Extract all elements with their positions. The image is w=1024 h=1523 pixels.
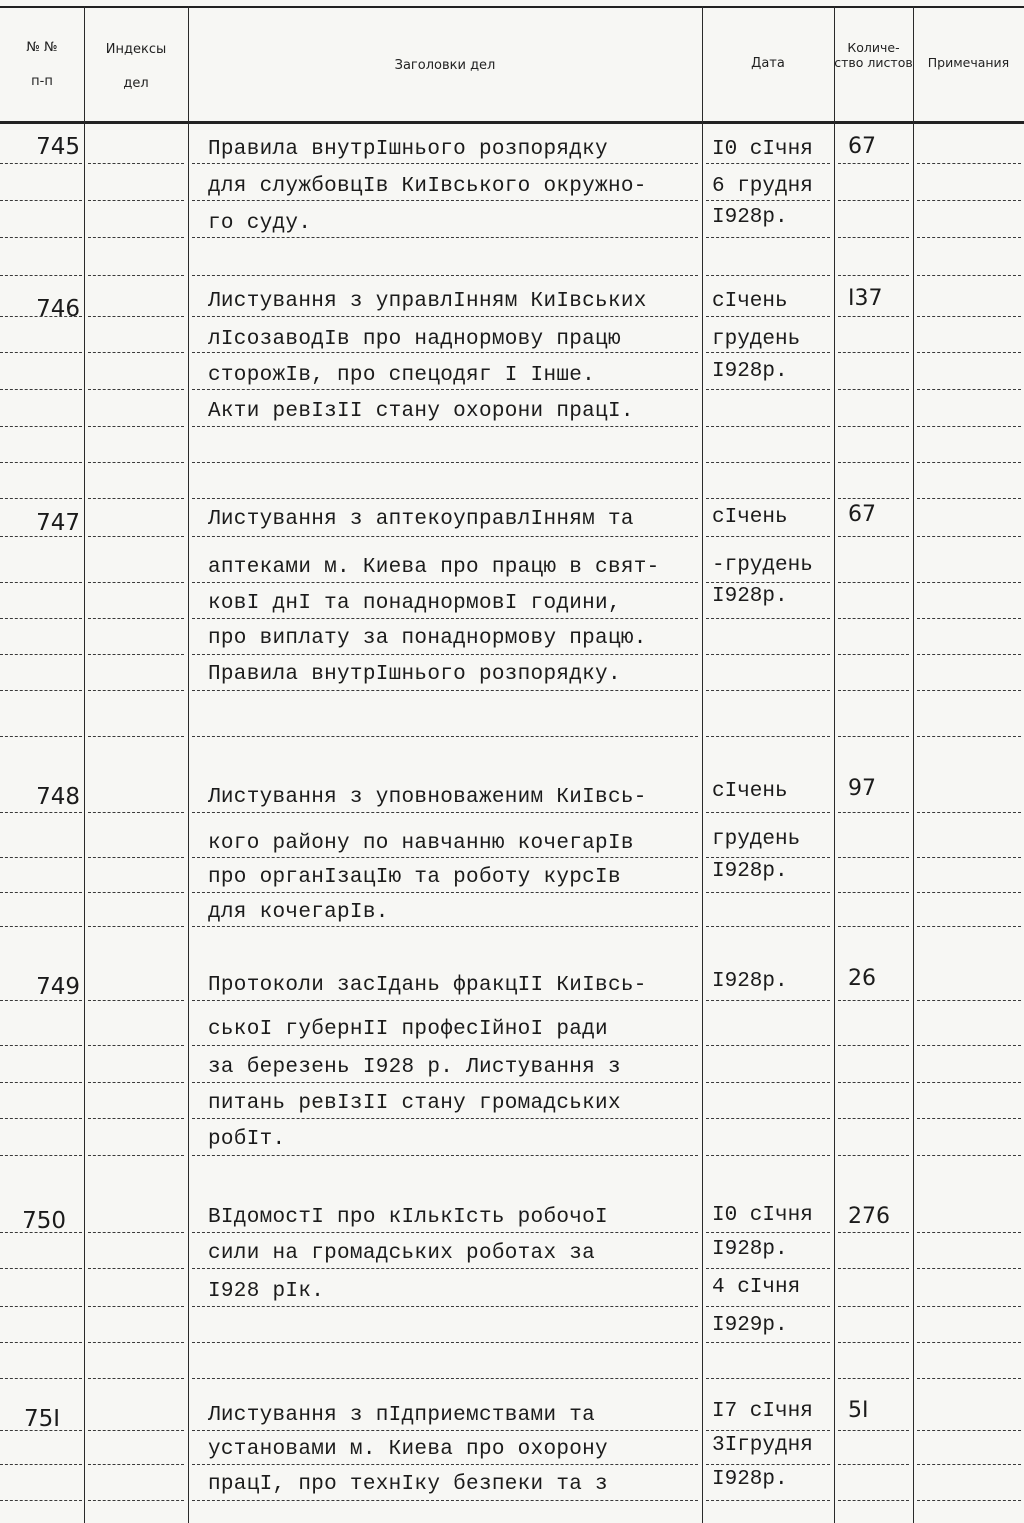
ruled-line <box>88 1268 184 1269</box>
ruled-line <box>192 1000 698 1001</box>
ruled-line <box>917 200 1021 201</box>
ruled-line <box>917 498 1021 499</box>
ruled-line <box>192 1464 698 1465</box>
ruled-line <box>917 736 1021 737</box>
ruled-line <box>88 275 184 276</box>
header-note: Примечания <box>927 55 1010 70</box>
ruled-line <box>88 1306 184 1307</box>
entry-title-line: про виплату за понаднормову працю. <box>208 627 647 650</box>
entry-title-line: аптеками м. Киева про працю в свят- <box>208 556 660 579</box>
ruled-line <box>0 426 82 427</box>
entry-date-line: I0 сIчня <box>712 138 813 161</box>
ruled-line <box>917 1045 1021 1046</box>
ruled-line <box>917 1268 1021 1269</box>
entry-sheet-count: 276 <box>848 1204 890 1229</box>
ruled-line <box>917 1378 1021 1379</box>
ruled-line <box>706 1232 830 1233</box>
ruled-line <box>192 654 698 655</box>
ruled-line <box>917 352 1021 353</box>
ruled-line <box>838 618 909 619</box>
ruled-line <box>192 582 698 583</box>
ruled-line <box>838 1378 909 1379</box>
ruled-line <box>0 582 82 583</box>
header-date: Дата <box>751 56 785 71</box>
entry-title-line: Акти ревIзII стану охорони працI. <box>208 400 634 423</box>
entry-date-line: сIчень <box>712 506 788 529</box>
header-index-line1: Индексы <box>105 42 167 57</box>
ruled-line <box>706 892 830 893</box>
entry-title-line: сторожIв, про спецодяг I Iнше. <box>208 364 596 387</box>
ruled-line <box>917 163 1021 164</box>
ruled-line <box>192 316 698 317</box>
ruled-line <box>838 812 909 813</box>
ruled-line <box>706 690 830 691</box>
ruled-line <box>706 200 830 201</box>
header-index <box>84 42 188 91</box>
ruled-line <box>192 1232 698 1233</box>
ruled-line <box>88 1000 184 1001</box>
ruled-line <box>192 736 698 737</box>
entry-date-line: 6 грудня <box>712 175 813 198</box>
ruled-line <box>88 1342 184 1343</box>
entry-date-line: грудень <box>712 828 801 851</box>
entry-date-line: 3Iгрудня <box>712 1434 813 1457</box>
ruled-line <box>838 200 909 201</box>
ruled-line <box>0 857 82 858</box>
ruled-line <box>706 1306 830 1307</box>
ruled-line <box>706 1464 830 1465</box>
ruled-line <box>706 498 830 499</box>
ruled-line <box>88 316 184 317</box>
ruled-line <box>0 163 82 164</box>
entry-date-line: грудень <box>712 328 801 351</box>
entry-sheet-count: 67 <box>848 502 876 527</box>
ruled-line <box>0 200 82 201</box>
header-number-line1: № № <box>26 40 58 55</box>
ruled-line <box>838 582 909 583</box>
entry-title-line: про органIзацIю та роботу курсIв <box>208 866 621 889</box>
ruled-line <box>0 1118 82 1119</box>
entry-date-line: I0 сIчня <box>712 1204 813 1227</box>
ruled-line <box>838 1306 909 1307</box>
ruled-line <box>0 498 82 499</box>
ruled-line <box>917 1306 1021 1307</box>
column-divider <box>913 6 914 1523</box>
entry-date-line: I928р. <box>712 970 788 993</box>
entry-title-line: Листування з уповноваженим КиIвсь- <box>208 786 647 809</box>
ruled-line <box>88 1430 184 1431</box>
ruled-line <box>917 316 1021 317</box>
ruled-line <box>192 812 698 813</box>
ruled-line <box>838 316 909 317</box>
ruled-line <box>88 462 184 463</box>
ruled-line <box>0 618 82 619</box>
ruled-line <box>917 582 1021 583</box>
entry-date-line: 4 сIчня <box>712 1276 801 1299</box>
ruled-line <box>838 426 909 427</box>
ruled-line <box>0 1342 82 1343</box>
ruled-line <box>88 237 184 238</box>
ruled-line <box>917 389 1021 390</box>
ruled-line <box>192 1268 698 1269</box>
ruled-line <box>192 163 698 164</box>
ruled-line <box>88 163 184 164</box>
ruled-line <box>917 1232 1021 1233</box>
ruled-line <box>192 352 698 353</box>
ruled-line <box>706 857 830 858</box>
ruled-line <box>0 237 82 238</box>
ruled-line <box>706 1268 830 1269</box>
ruled-line <box>838 237 909 238</box>
ruled-line <box>706 426 830 427</box>
ruled-line <box>838 1082 909 1083</box>
entry-number: 749 <box>36 974 80 1000</box>
ruled-line <box>192 200 698 201</box>
header-count: Количе-ство листов <box>834 40 913 70</box>
ruled-line <box>706 352 830 353</box>
ruled-line <box>706 462 830 463</box>
ruled-line <box>838 163 909 164</box>
column-divider <box>702 6 703 1523</box>
column-divider <box>188 6 189 1523</box>
entry-title-line: сили на громадських роботах за <box>208 1242 596 1265</box>
ruled-line <box>706 163 830 164</box>
ruled-line <box>838 736 909 737</box>
ruled-line <box>192 892 698 893</box>
entry-date-line: I928р. <box>712 206 788 229</box>
ruled-line <box>706 926 830 927</box>
ruled-line <box>192 1118 698 1119</box>
ruled-line <box>838 1118 909 1119</box>
ruled-line <box>917 536 1021 537</box>
header-number <box>0 40 84 89</box>
ruled-line <box>706 1155 830 1156</box>
entry-sheet-count: 5I <box>848 1398 869 1423</box>
ruled-line <box>0 1268 82 1269</box>
ruled-line <box>917 1500 1021 1501</box>
ruled-line <box>917 926 1021 927</box>
entry-sheet-count: 97 <box>848 776 876 801</box>
ruled-line <box>0 926 82 927</box>
ruled-line <box>0 1378 82 1379</box>
ruled-line <box>838 1155 909 1156</box>
ruled-line <box>0 1464 82 1465</box>
ruled-line <box>917 618 1021 619</box>
ruled-line <box>706 275 830 276</box>
header-title: Заголовки дел <box>394 58 496 73</box>
ruled-line <box>838 892 909 893</box>
ruled-line <box>88 618 184 619</box>
ruled-line <box>192 1430 698 1431</box>
ruled-line <box>706 1430 830 1431</box>
ruled-line <box>88 200 184 201</box>
entry-title-line: I928 рIк. <box>208 1280 325 1303</box>
entry-title-line: Правила внутрIшнього розпорядку <box>208 138 608 161</box>
entry-title-line: питань ревIзII стану громадських <box>208 1092 621 1115</box>
ruled-line <box>706 1000 830 1001</box>
ruled-line <box>0 536 82 537</box>
ruled-line <box>838 1045 909 1046</box>
header-number-line2: п-п <box>31 73 53 89</box>
ruled-line <box>917 1430 1021 1431</box>
ruled-line <box>838 1464 909 1465</box>
ruled-line <box>706 316 830 317</box>
ruled-line <box>917 275 1021 276</box>
ruled-line <box>0 1045 82 1046</box>
entry-title-line: робIт. <box>208 1128 286 1151</box>
entry-date-line: I928р. <box>712 585 788 608</box>
ruled-line <box>192 426 698 427</box>
entry-title-line: Листування з пIдприемствами та <box>208 1404 596 1427</box>
ruled-line <box>192 1082 698 1083</box>
ruled-line <box>706 237 830 238</box>
ruled-line <box>88 654 184 655</box>
ruled-line <box>706 582 830 583</box>
ruled-line <box>917 462 1021 463</box>
ruled-line <box>88 536 184 537</box>
entry-number: 746 <box>36 296 80 322</box>
ruled-line <box>838 857 909 858</box>
ruled-line <box>88 736 184 737</box>
ruled-line <box>0 389 82 390</box>
entry-date-line: I928р. <box>712 360 788 383</box>
ruled-line <box>917 1082 1021 1083</box>
header-bottom-border <box>0 121 1024 124</box>
ruled-line <box>706 1500 830 1501</box>
entry-title-line: кого району по навчанню кочегарIв <box>208 832 634 855</box>
entry-title-line: працI, про технIку безпеки та з <box>208 1473 608 1496</box>
column-divider <box>84 6 85 1523</box>
entry-date-line: I929р. <box>712 1314 788 1337</box>
ruled-line <box>192 618 698 619</box>
ruled-line <box>838 1268 909 1269</box>
entry-title-line: Правила внутрIшнього розпорядку. <box>208 663 621 686</box>
ruled-line <box>838 1500 909 1501</box>
entry-title-line: ковI днI та понаднормовI години, <box>208 592 621 615</box>
ruled-line <box>706 812 830 813</box>
ruled-line <box>838 654 909 655</box>
ruled-line <box>0 690 82 691</box>
entry-number: 747 <box>36 510 80 536</box>
ruled-line <box>706 736 830 737</box>
entry-title-line: ськоI губернII професIйноI ради <box>208 1018 608 1041</box>
entry-number: 75I <box>23 1406 60 1432</box>
ruled-line <box>838 462 909 463</box>
ruled-line <box>0 1000 82 1001</box>
ruled-line <box>0 462 82 463</box>
ruled-line <box>192 389 698 390</box>
ruled-line <box>838 498 909 499</box>
ruled-line <box>838 536 909 537</box>
ruled-line <box>88 426 184 427</box>
ruled-line <box>192 536 698 537</box>
ruled-line <box>706 1045 830 1046</box>
entry-sheet-count: 26 <box>848 966 876 991</box>
entry-date-line: I928р. <box>712 1238 788 1261</box>
entry-number: 748 <box>36 784 80 810</box>
ruled-line <box>192 926 698 927</box>
ruled-line <box>88 1378 184 1379</box>
ruled-line <box>0 736 82 737</box>
ruled-line <box>192 498 698 499</box>
entry-title-line: для кочегарIв. <box>208 901 389 924</box>
ruled-line <box>192 275 698 276</box>
ruled-line <box>838 690 909 691</box>
ruled-line <box>917 1342 1021 1343</box>
ruled-line <box>88 352 184 353</box>
entry-number: 750 <box>22 1208 66 1234</box>
ruled-line <box>838 1430 909 1431</box>
ruled-line <box>917 690 1021 691</box>
entry-title-line: ВIдомостI про кIлькIсть робочоI <box>208 1206 608 1229</box>
ruled-line <box>0 275 82 276</box>
ruled-line <box>192 1342 698 1343</box>
ruled-line <box>192 690 698 691</box>
entry-number: 745 <box>36 134 80 160</box>
entry-sheet-count: I37 <box>848 286 883 311</box>
ruled-line <box>706 389 830 390</box>
ruled-line <box>706 1118 830 1119</box>
ruled-line <box>917 857 1021 858</box>
entry-sheet-count: 67 <box>848 134 876 159</box>
ruled-line <box>88 582 184 583</box>
ruled-line <box>192 1306 698 1307</box>
ruled-line <box>706 618 830 619</box>
ruled-line <box>88 1464 184 1465</box>
ruled-line <box>88 389 184 390</box>
ruled-line <box>192 857 698 858</box>
ruled-line <box>917 426 1021 427</box>
ruled-line <box>88 1045 184 1046</box>
ruled-line <box>88 812 184 813</box>
ruled-line <box>88 1500 184 1501</box>
ruled-line <box>88 690 184 691</box>
ruled-line <box>192 1155 698 1156</box>
ruled-line <box>917 1118 1021 1119</box>
ruled-line <box>88 892 184 893</box>
ruled-line <box>838 1000 909 1001</box>
ruled-line <box>0 892 82 893</box>
ruled-line <box>88 498 184 499</box>
ruled-line <box>706 536 830 537</box>
ruled-line <box>917 1155 1021 1156</box>
ruled-line <box>706 1082 830 1083</box>
entry-title-line: лIсозаводIв про наднормову працю <box>208 328 621 351</box>
entry-title-line: Листування з аптекоуправлIнням та <box>208 508 634 531</box>
ruled-line <box>706 1378 830 1379</box>
top-border <box>0 6 1024 8</box>
entry-title-line: за березень I928 р. Листування з <box>208 1056 621 1079</box>
header-index-line2: дел <box>123 75 149 91</box>
entry-title-line: установами м. Киева про охорону <box>208 1438 608 1461</box>
ruled-line <box>838 1232 909 1233</box>
ruled-line <box>706 654 830 655</box>
ruled-line <box>88 1118 184 1119</box>
ruled-line <box>192 1378 698 1379</box>
entry-date-line: -грудень <box>712 554 813 577</box>
ruled-line <box>0 1306 82 1307</box>
ruled-line <box>917 654 1021 655</box>
ruled-line <box>88 1155 184 1156</box>
ruled-line <box>88 857 184 858</box>
ruled-line <box>192 237 698 238</box>
ruled-line <box>0 812 82 813</box>
ruled-line <box>917 812 1021 813</box>
ruled-line <box>88 1082 184 1083</box>
ruled-line <box>917 1000 1021 1001</box>
ruled-line <box>192 462 698 463</box>
ruled-line <box>917 1464 1021 1465</box>
ruled-line <box>838 1342 909 1343</box>
entry-date-line: сIчень <box>712 780 788 803</box>
ruled-line <box>0 1082 82 1083</box>
ruled-line <box>917 237 1021 238</box>
entry-title-line: Протоколи засIдань фракцII КиIвсь- <box>208 974 647 997</box>
ruled-line <box>706 1342 830 1343</box>
ruled-line <box>0 654 82 655</box>
entry-title-line: Листування з управлIнням КиIвських <box>208 290 647 313</box>
column-divider <box>834 6 835 1523</box>
ruled-line <box>192 1500 698 1501</box>
entry-title-line: го суду. <box>208 212 312 235</box>
entry-title-line: для службовцIв КиIвського окружно- <box>208 175 647 198</box>
entry-date-line: I928р. <box>712 860 788 883</box>
ruled-line <box>838 389 909 390</box>
ruled-line <box>88 926 184 927</box>
ruled-line <box>917 892 1021 893</box>
entry-date-line: I7 сIчня <box>712 1400 813 1423</box>
ruled-line <box>838 926 909 927</box>
ruled-line <box>0 1155 82 1156</box>
ruled-line <box>0 352 82 353</box>
ruled-line <box>88 1232 184 1233</box>
ruled-line <box>192 1045 698 1046</box>
ruled-line <box>0 1500 82 1501</box>
entry-date-line: сIчень <box>712 290 788 313</box>
ruled-line <box>838 352 909 353</box>
entry-date-line: I928р. <box>712 1468 788 1491</box>
ruled-line <box>838 275 909 276</box>
